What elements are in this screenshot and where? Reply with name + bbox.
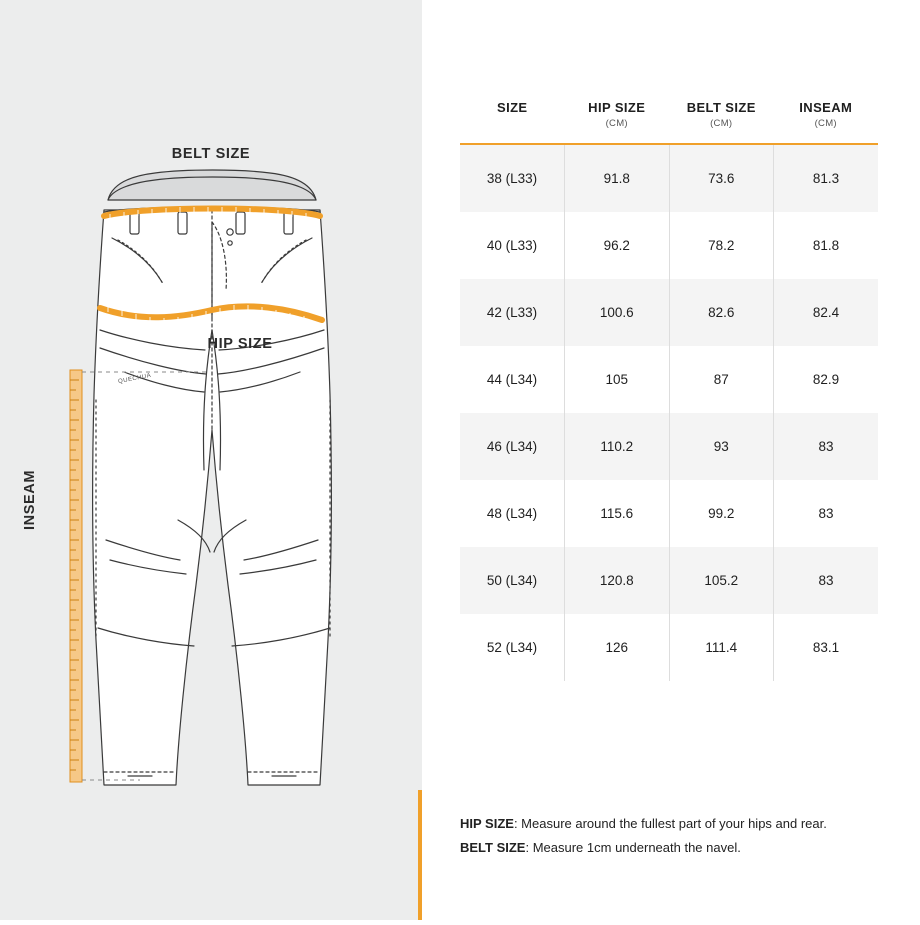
cell-belt-size: 78.2 <box>669 212 774 279</box>
table-row <box>460 346 878 413</box>
cell-hip-size: 126 <box>565 614 670 681</box>
column-header-size <box>460 100 565 144</box>
measurement-notes <box>460 812 900 860</box>
illustration-panel <box>0 0 422 920</box>
cell-size: 40 (L33) <box>460 212 565 279</box>
note-belt-size-label: BELT SIZE <box>460 840 526 856</box>
table-row <box>460 547 878 614</box>
column-header-hip-size <box>565 100 670 144</box>
table-row <box>460 614 878 681</box>
table-row <box>460 413 878 480</box>
cell-inseam: 83 <box>818 573 834 588</box>
column-header-inseam-unit: (CM) <box>814 118 837 129</box>
cell-hip-size: 91.8 <box>565 144 670 212</box>
trousers-illustration <box>0 0 422 920</box>
note-hip-size <box>460 812 900 836</box>
note-hip-size-text: : Measure around the fullest part of your hips and rear. <box>513 816 827 831</box>
column-header-hip-size-label: HIP SIZE <box>588 100 646 115</box>
cell-hip-size: 115.6 <box>565 480 670 547</box>
cell-belt-size: 105.2 <box>669 547 774 614</box>
column-header-inseam-label: INSEAM <box>799 100 853 115</box>
cell-hip-size: 110.2 <box>565 413 670 480</box>
brand-tag: QUECHUA <box>117 372 152 386</box>
cell-size: 44 (L34) <box>460 346 565 413</box>
trousers-drawing-icon <box>0 0 422 920</box>
belt-size-label: BELT SIZE <box>171 146 251 162</box>
cell-hip-size: 96.2 <box>565 212 670 279</box>
table-row <box>460 279 878 346</box>
column-header-size-label: SIZE <box>497 100 528 115</box>
cell-inseam: 82.4 <box>812 305 840 320</box>
cell-hip-size: 100.6 <box>565 279 670 346</box>
cell-size: 50 (L34) <box>460 547 565 614</box>
cell-inseam: 83 <box>818 439 834 454</box>
cell-inseam: 83.1 <box>812 640 840 655</box>
cell-belt-size: 111.4 <box>669 614 774 681</box>
cell-size: 48 (L34) <box>460 480 565 547</box>
cell-belt-size: 82.6 <box>669 279 774 346</box>
table-row <box>460 212 878 279</box>
size-table-body <box>460 144 878 681</box>
column-header-belt-size-label: BELT SIZE <box>686 100 756 115</box>
column-header-belt-size-unit: (CM) <box>710 118 733 129</box>
note-hip-size-label: HIP SIZE <box>460 816 514 831</box>
cell-size: 38 (L33) <box>460 144 565 212</box>
note-belt-size <box>460 836 900 860</box>
cell-size: 46 (L34) <box>460 413 565 480</box>
hip-size-label: HIP SIZE <box>207 336 273 352</box>
column-header-inseam <box>774 100 879 144</box>
cell-belt-size: 93 <box>669 413 774 480</box>
inseam-label: INSEAM <box>22 470 38 530</box>
table-header-row <box>460 100 878 144</box>
measurements-panel <box>422 0 920 920</box>
cell-inseam: 81.3 <box>812 171 840 186</box>
cell-belt-size: 87 <box>669 346 774 413</box>
column-header-belt-size <box>669 100 774 144</box>
size-table <box>460 100 878 681</box>
cell-belt-size: 99.2 <box>669 480 774 547</box>
cell-inseam: 83 <box>818 506 834 521</box>
table-row <box>460 480 878 547</box>
cell-inseam: 82.9 <box>812 372 840 387</box>
cell-size: 42 (L33) <box>460 279 565 346</box>
cell-belt-size: 73.6 <box>669 144 774 212</box>
column-header-hip-size-unit: (CM) <box>605 118 628 129</box>
cell-size: 52 (L34) <box>460 614 565 681</box>
note-belt-size-text: : Measure 1cm underneath the navel. <box>525 840 741 856</box>
cell-hip-size: 120.8 <box>565 547 670 614</box>
size-table-head <box>460 100 878 144</box>
accent-divider-bar <box>418 790 422 920</box>
table-row <box>460 144 878 212</box>
cell-hip-size: 105 <box>565 346 670 413</box>
cell-inseam: 81.8 <box>812 238 840 253</box>
